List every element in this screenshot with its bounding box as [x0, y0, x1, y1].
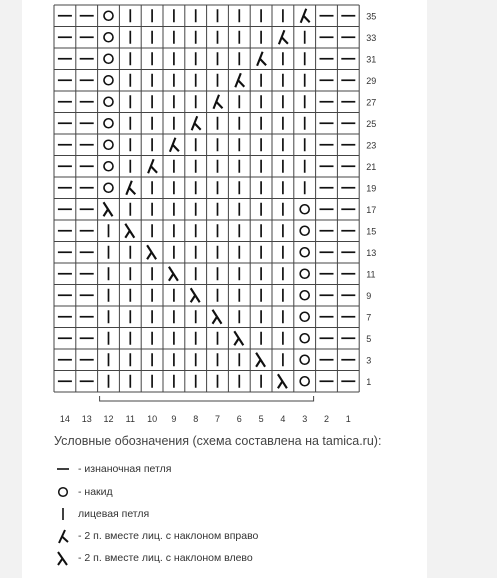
- column-number-label: 2: [323, 414, 330, 424]
- legend-label-purl: - изнаночная петля: [78, 463, 172, 475]
- purl-symbol-icon: [54, 460, 72, 478]
- legend-item-knit: [54, 505, 149, 523]
- yarn-over-symbol: [300, 377, 309, 386]
- yarn-over-symbol: [300, 312, 309, 321]
- yarn-over-symbol: [104, 97, 113, 106]
- row-number-label: 33: [366, 32, 377, 43]
- yarn-over-symbol: [104, 11, 113, 20]
- column-number-label: 11: [125, 414, 135, 424]
- k2tog-right-symbol: [126, 181, 135, 195]
- legend-item-k2tog-right: [54, 527, 258, 545]
- yarn-over-symbol: [300, 269, 309, 278]
- row-number-label: 1: [366, 376, 372, 387]
- k2tog-right-symbol-icon: [54, 527, 72, 545]
- legend-label-yarn-over: - накид: [78, 486, 113, 498]
- yarn-over-symbol: [104, 54, 113, 63]
- k2tog-right-symbol: [301, 9, 310, 23]
- column-number-label: 1: [345, 414, 351, 424]
- row-number-label: 15: [366, 226, 377, 237]
- yarn-over-symbol: [104, 162, 113, 171]
- row-number-label: 11: [366, 269, 376, 280]
- k2tog-right-symbol: [192, 116, 201, 130]
- column-number-label: 12: [103, 414, 114, 424]
- yarn-over-symbol: [104, 33, 113, 42]
- legend-item-k2tog-left: [54, 549, 253, 567]
- yarn-over-symbol: [300, 334, 309, 343]
- k2tog-right-symbol: [214, 95, 223, 109]
- yarn-over-symbol: [300, 205, 309, 214]
- yarn-over-symbol: [104, 119, 113, 128]
- column-number-label: 13: [81, 414, 92, 424]
- row-number-label: 9: [366, 290, 372, 301]
- column-number-label: 6: [236, 414, 242, 424]
- column-number-label: 10: [147, 414, 158, 424]
- column-number-label: 8: [193, 414, 199, 424]
- k2tog-left-symbol: [256, 353, 265, 367]
- column-number-label: 9: [171, 414, 177, 424]
- k2tog-left-symbol: [104, 202, 113, 216]
- row-number-label: 3: [366, 355, 372, 366]
- k2tog-left-symbol: [213, 310, 222, 324]
- legend-item-purl: [54, 460, 171, 478]
- k2tog-left-symbol: [125, 224, 134, 238]
- k2tog-left-symbol: [278, 374, 287, 388]
- legend-label-k2tog-left: - 2 п. вместе лиц. с наклоном влево: [78, 552, 253, 564]
- legend-label-knit: лицевая петля: [78, 508, 150, 520]
- yarn-over-symbol: [300, 355, 309, 364]
- row-number-label: 5: [366, 333, 372, 344]
- row-number-label: 19: [366, 183, 377, 194]
- knit-symbol-icon: [54, 505, 72, 523]
- k2tog-right-symbol: [279, 30, 288, 44]
- yarn-over-symbol: [104, 76, 113, 85]
- k2tog-right-symbol: [148, 159, 157, 173]
- k2tog-right-symbol: [235, 73, 244, 87]
- row-number-label: 21: [366, 161, 377, 172]
- k2tog-right-symbol: [257, 52, 266, 66]
- column-number-label: 5: [258, 414, 264, 424]
- yarn-over-symbol: [300, 226, 309, 235]
- repeat-bracket: [100, 396, 314, 401]
- yarn-over-symbol: [300, 291, 309, 300]
- row-number-label: 31: [366, 54, 377, 65]
- row-number-label: 35: [366, 11, 377, 22]
- k2tog-left-symbol-icon: [54, 549, 72, 567]
- legend-item-yarn-over: [54, 483, 113, 501]
- legend-caption: Условные обозначения (схема составлена на tamica.ru):: [54, 434, 382, 448]
- column-number-label: 3: [302, 414, 308, 424]
- row-number-label: 13: [366, 247, 377, 258]
- legend-label-k2tog-right: - 2 п. вместе лиц. с наклоном вправо: [78, 530, 259, 542]
- yarn-over-symbol-icon: [54, 483, 72, 501]
- row-number-label: 23: [366, 140, 377, 151]
- row-number-label: 7: [366, 312, 372, 323]
- column-number-label: 7: [214, 414, 221, 424]
- row-number-label: 25: [366, 118, 377, 129]
- yarn-over-symbol: [300, 248, 309, 257]
- column-number-label: 4: [280, 414, 286, 424]
- yarn-over-symbol: [104, 183, 113, 192]
- k2tog-left-symbol: [169, 267, 178, 281]
- k2tog-left-symbol: [191, 288, 200, 302]
- column-number-label: 14: [59, 414, 70, 424]
- row-number-label: 27: [366, 97, 377, 108]
- row-number-label: 29: [366, 75, 377, 86]
- k2tog-left-symbol: [147, 245, 156, 259]
- k2tog-left-symbol: [234, 331, 243, 345]
- row-number-label: 17: [366, 204, 377, 215]
- yarn-over-symbol: [104, 140, 113, 149]
- k2tog-right-symbol: [170, 138, 179, 152]
